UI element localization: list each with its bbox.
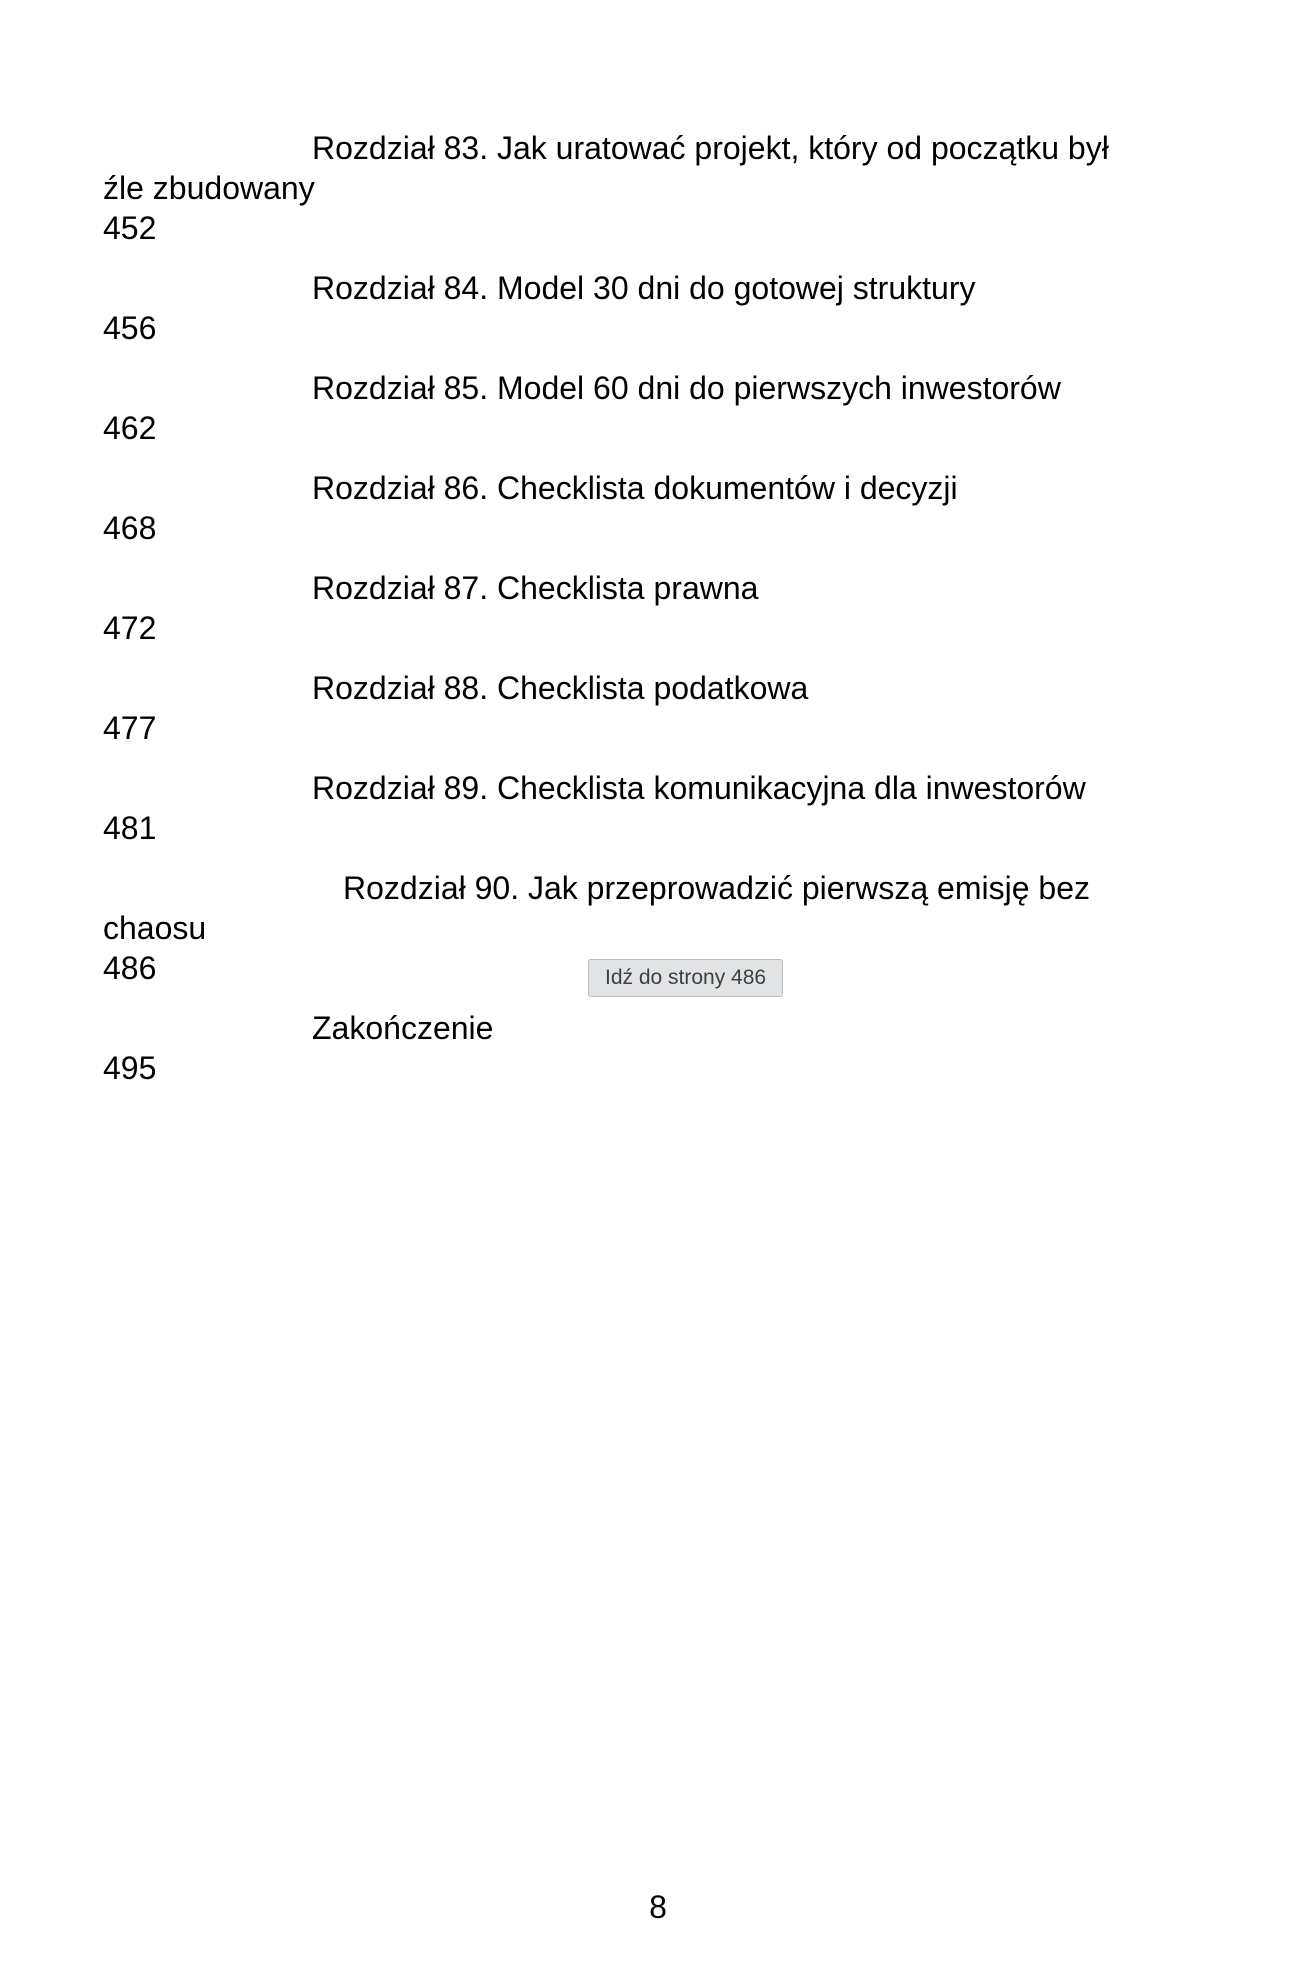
go-to-page-tooltip[interactable]: Idź do strony 486 (588, 959, 783, 997)
toc-entry-title-continuation[interactable]: źle zbudowany (103, 170, 315, 206)
toc-entry-page-number: 495 (103, 1050, 157, 1086)
toc-entry (103, 268, 1109, 348)
toc-entry (103, 368, 1109, 448)
toc-entry-page-number: 452 (103, 210, 157, 246)
toc-entry-title[interactable]: Rozdział 90. Jak przeprowadzić pierwszą emisję bez (343, 870, 1090, 906)
toc-entry (103, 1008, 1109, 1088)
toc-entry-page-number: 481 (103, 810, 157, 846)
toc-entry-title[interactable]: Rozdział 86. Checklista dokumentów i decyzji (312, 470, 958, 506)
toc-entry-title[interactable]: Rozdział 87. Checklista prawna (312, 570, 759, 606)
toc-entry (103, 768, 1109, 848)
toc-entry-page-number: 472 (103, 610, 157, 646)
toc-entry (103, 668, 1109, 748)
toc-entry-page-number: 462 (103, 410, 157, 446)
toc-entry-title[interactable]: Rozdział 89. Checklista komunikacyjna dla inwestorów (312, 770, 1086, 806)
toc-entry-title-continuation[interactable]: chaosu (103, 910, 207, 946)
toc-entry-title[interactable]: Rozdział 88. Checklista podatkowa (312, 670, 809, 706)
toc-entry-title[interactable]: Rozdział 83. Jak uratować projekt, który od początku był (312, 130, 1109, 166)
toc-entry (103, 568, 1109, 648)
toc-entry-page-number: 477 (103, 710, 157, 746)
toc-entry (103, 468, 1109, 548)
toc-entry-title[interactable]: Zakończenie (312, 1010, 494, 1046)
toc-entry-page-number: 468 (103, 510, 157, 546)
toc-entry-page-number: 486 (103, 950, 157, 986)
toc-entry (103, 128, 1109, 248)
toc-entry-title[interactable]: Rozdział 84. Model 30 dni do gotowej struktury (312, 270, 976, 306)
toc-entry-title[interactable]: Rozdział 85. Model 60 dni do pierwszych inwestorów (312, 370, 1061, 406)
toc-entry-page-number: 456 (103, 310, 157, 346)
page-number-footer: 8 (649, 1889, 667, 1925)
